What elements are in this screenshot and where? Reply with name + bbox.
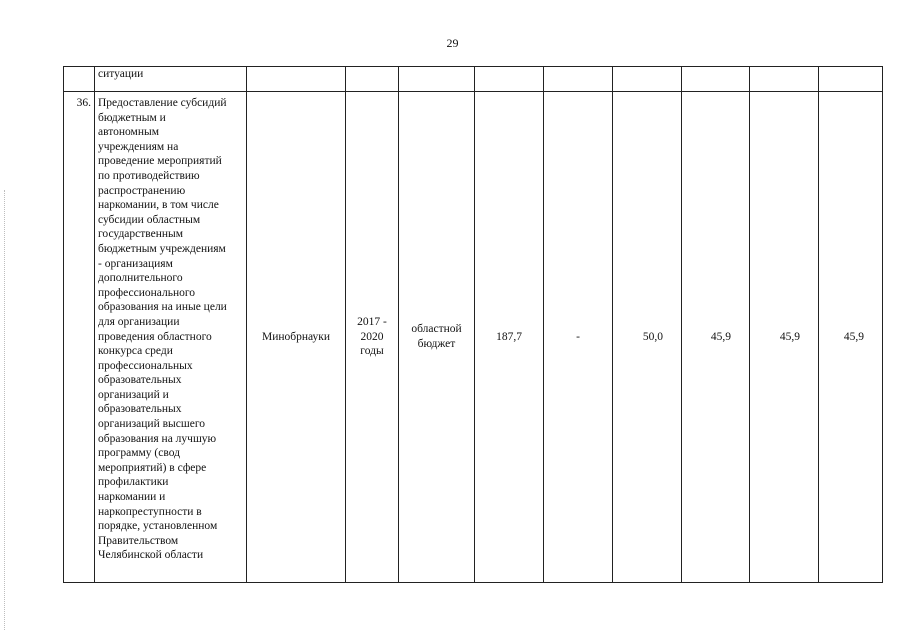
cell-total: 187,7: [475, 92, 544, 583]
scan-edge-marks: [4, 190, 6, 630]
cell-executor: Минобрнауки: [247, 92, 346, 583]
page-number: 29: [446, 36, 459, 50]
cell-year-4: 45,9: [750, 92, 819, 583]
table-row-36: [64, 92, 883, 583]
cell-row-number: 36.: [64, 92, 95, 583]
cell-year-empty: [544, 67, 613, 92]
cell-total-empty: [475, 67, 544, 92]
cell-year-empty: [819, 67, 883, 92]
cell-source-empty: [399, 67, 475, 92]
cell-description: Предоставление субсидий бюджетным и автономным учреждениям на проведение мероприятий по противодействию распространению наркомании, в том числе субсидии областным государственным бюджетным учреждениям - организациям дополнительного профессионального образования на иные цели для организации проведения областного конкурса среди профессиональных образовательных организаций и образовательных организаций высшего образования на лучшую программу (свод мероприятий) в сфере профилактики наркомании и наркопреступности в порядке, установленном Правительством Челябинской области: [95, 92, 247, 583]
cell-year-2: 50,0: [613, 92, 682, 583]
cell-year-5: 45,9: [819, 92, 883, 583]
cell-period: 2017 - 2020 годы: [346, 92, 399, 583]
cell-funding-source: областной бюджет: [399, 92, 475, 583]
cell-year-3: 45,9: [682, 92, 750, 583]
cell-number-empty: [64, 67, 95, 92]
cell-year-empty: [750, 67, 819, 92]
table-row-continued: [64, 67, 883, 92]
cell-executor-empty: [247, 67, 346, 92]
cell-year-1: -: [544, 92, 613, 583]
cell-year-empty: [613, 67, 682, 92]
cell-description-continued: ситуации: [95, 67, 247, 92]
budget-table: [63, 66, 883, 583]
cell-period-empty: [346, 67, 399, 92]
cell-year-empty: [682, 67, 750, 92]
